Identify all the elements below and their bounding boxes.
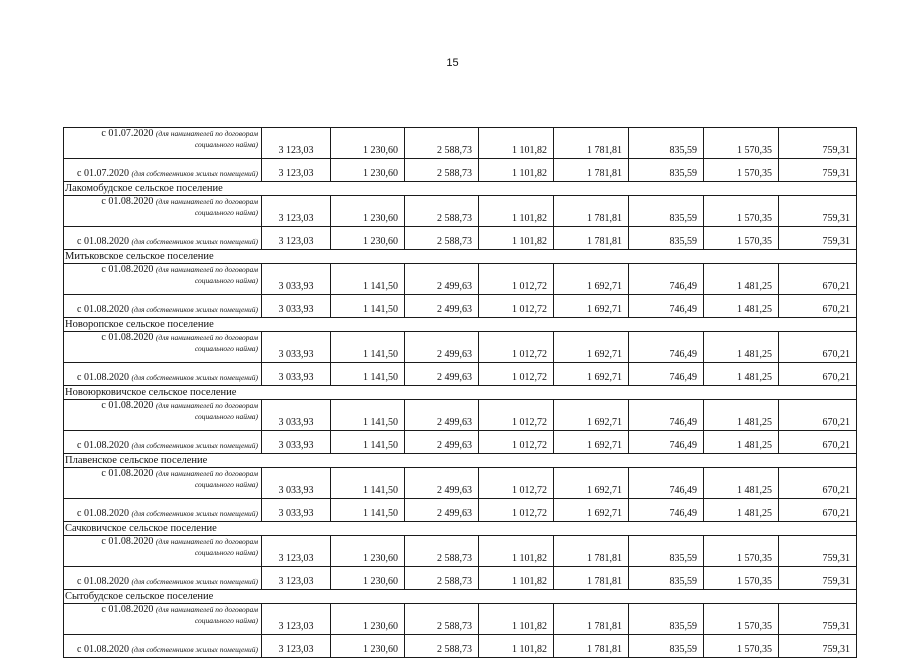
tariff-value: 1 481,25	[704, 400, 779, 431]
section-name: Сытобудское сельское поселение	[64, 590, 857, 604]
tariff-value: 2 588,73	[405, 635, 479, 658]
row-label	[64, 264, 262, 295]
tariff-value: 2 588,73	[405, 536, 479, 567]
tariff-value: 3 123,03	[262, 635, 331, 658]
tariff-value: 1 570,35	[704, 227, 779, 250]
tariff-value: 759,31	[779, 196, 857, 227]
tariff-value: 1 012,72	[479, 468, 554, 499]
tariff-value: 1 570,35	[704, 635, 779, 658]
section-name: Лакомобудское сельское поселение	[64, 182, 857, 196]
row-note: (для собственников жилых помещений)	[131, 169, 258, 178]
row-note: (для собственников жилых помещений)	[131, 441, 258, 450]
tariff-value: 2 588,73	[405, 567, 479, 590]
row-date: с 01.08.2020	[101, 332, 154, 343]
tariff-value: 835,59	[629, 604, 704, 635]
row-date: с 01.08.2020	[101, 400, 154, 411]
table-row	[64, 400, 857, 431]
row-note-continued: социального найма)	[194, 616, 258, 625]
row-note-continued: социального найма)	[194, 548, 258, 557]
tariff-value: 1 481,25	[704, 332, 779, 363]
tariff-value: 3 123,03	[262, 128, 331, 159]
tariff-value: 1 570,35	[704, 604, 779, 635]
row-label	[64, 196, 262, 227]
row-label	[64, 468, 262, 499]
table-row	[64, 567, 857, 590]
tariff-value: 1 692,71	[554, 295, 629, 318]
row-label	[64, 635, 262, 658]
table-row	[64, 431, 857, 454]
table-row	[64, 196, 857, 227]
tariff-value: 3 033,93	[262, 499, 331, 522]
row-date: с 01.08.2020	[77, 372, 129, 383]
row-note-continued: социального найма)	[194, 412, 258, 421]
tariff-value: 2 588,73	[405, 227, 479, 250]
tariff-value: 3 033,93	[262, 431, 331, 454]
tariff-value: 835,59	[629, 536, 704, 567]
tariff-value: 2 588,73	[405, 604, 479, 635]
tariff-value: 1 230,60	[331, 567, 405, 590]
table-row	[64, 536, 857, 567]
tariff-value: 746,49	[629, 499, 704, 522]
tariff-value: 1 692,71	[554, 499, 629, 522]
tariff-value: 746,49	[629, 400, 704, 431]
row-label	[64, 499, 262, 522]
tariff-value: 1 692,71	[554, 468, 629, 499]
tariff-value: 1 570,35	[704, 159, 779, 182]
section-header-row	[64, 590, 857, 604]
tariff-value: 1 570,35	[704, 128, 779, 159]
section-name: Новоропское сельское поселение	[64, 318, 857, 332]
row-label	[64, 159, 262, 182]
row-note: (для нанимателей по договорам	[155, 537, 258, 546]
tariff-value: 1 141,50	[331, 499, 405, 522]
tariff-value: 835,59	[629, 196, 704, 227]
table-row	[64, 264, 857, 295]
tariff-value: 3 123,03	[262, 567, 331, 590]
tariff-value: 1 692,71	[554, 400, 629, 431]
tariff-value: 759,31	[779, 604, 857, 635]
tariff-value: 835,59	[629, 567, 704, 590]
tariff-value: 3 123,03	[262, 536, 331, 567]
tariff-value: 1 692,71	[554, 363, 629, 386]
tariff-value: 1 230,60	[331, 227, 405, 250]
tariff-value: 2 499,63	[405, 295, 479, 318]
tariff-value: 1 141,50	[331, 264, 405, 295]
tariff-value: 670,21	[779, 499, 857, 522]
row-label	[64, 295, 262, 318]
row-date: с 01.08.2020	[77, 236, 129, 247]
row-note: (для нанимателей по договорам	[155, 401, 258, 410]
tariff-value: 759,31	[779, 635, 857, 658]
tariff-value: 1 481,25	[704, 431, 779, 454]
tariff-value: 1 141,50	[331, 363, 405, 386]
tariff-value: 670,21	[779, 264, 857, 295]
tariff-value: 1 781,81	[554, 567, 629, 590]
table-row	[64, 128, 857, 159]
tariff-value: 2 588,73	[405, 196, 479, 227]
tariff-value: 670,21	[779, 400, 857, 431]
row-note: (для собственников жилых помещений)	[131, 645, 258, 654]
tariff-value: 2 499,63	[405, 332, 479, 363]
row-date: с 01.08.2020	[101, 196, 154, 207]
tariff-value: 1 101,82	[479, 227, 554, 250]
row-note: (для нанимателей по договорам	[155, 197, 258, 206]
row-note-continued: социального найма)	[194, 140, 258, 149]
section-name: Новоюрковичское сельское поселение	[64, 386, 857, 400]
tariff-value: 3 123,03	[262, 159, 331, 182]
row-label	[64, 536, 262, 567]
row-label	[64, 332, 262, 363]
tariff-value: 1 692,71	[554, 264, 629, 295]
tariff-value: 670,21	[779, 468, 857, 499]
tariff-value: 3 033,93	[262, 264, 331, 295]
tariff-value: 1 101,82	[479, 567, 554, 590]
tariff-value: 1 101,82	[479, 536, 554, 567]
tariff-value: 746,49	[629, 264, 704, 295]
row-label	[64, 128, 262, 159]
tariff-value: 1 692,71	[554, 431, 629, 454]
tariff-value: 1 781,81	[554, 196, 629, 227]
tariff-value: 670,21	[779, 332, 857, 363]
section-header-row	[64, 250, 857, 264]
section-header-row	[64, 182, 857, 196]
tariff-value: 1 101,82	[479, 604, 554, 635]
row-date: с 01.08.2020	[77, 440, 129, 451]
row-note: (для собственников жилых помещений)	[131, 509, 258, 518]
tariff-value: 759,31	[779, 227, 857, 250]
table-row	[64, 635, 857, 658]
page-number: 15	[446, 57, 459, 69]
tariff-value: 1 230,60	[331, 604, 405, 635]
tariff-value: 1 230,60	[331, 536, 405, 567]
tariff-value: 1 781,81	[554, 227, 629, 250]
section-header-row	[64, 318, 857, 332]
row-date: с 01.08.2020	[77, 576, 129, 587]
row-label	[64, 400, 262, 431]
row-note: (для нанимателей по договорам	[155, 129, 258, 138]
tariff-value: 1 570,35	[704, 567, 779, 590]
tariff-value: 1 012,72	[479, 499, 554, 522]
row-note: (для нанимателей по договорам	[155, 469, 258, 478]
tariff-value: 759,31	[779, 159, 857, 182]
tariff-value: 1 781,81	[554, 128, 629, 159]
tariff-value: 3 033,93	[262, 468, 331, 499]
tariff-value: 1 012,72	[479, 431, 554, 454]
table-row	[64, 468, 857, 499]
tariff-value: 746,49	[629, 468, 704, 499]
row-date: с 01.07.2020	[77, 168, 129, 179]
tariff-value: 759,31	[779, 567, 857, 590]
row-date: с 01.07.2020	[101, 128, 154, 139]
tariff-value: 1 012,72	[479, 264, 554, 295]
tariff-value: 1 141,50	[331, 431, 405, 454]
tariff-value: 835,59	[629, 635, 704, 658]
row-note-continued: социального найма)	[194, 276, 258, 285]
tariff-value: 1 141,50	[331, 468, 405, 499]
tariff-value: 1 101,82	[479, 196, 554, 227]
tariff-value: 3 033,93	[262, 332, 331, 363]
section-name: Митьковское сельское поселение	[64, 250, 857, 264]
row-date: с 01.08.2020	[77, 644, 129, 655]
tariff-value: 1 230,60	[331, 128, 405, 159]
section-name: Плавенское сельское поселение	[64, 454, 857, 468]
table-row	[64, 363, 857, 386]
tariff-value: 1 481,25	[704, 264, 779, 295]
tariff-value: 1 570,35	[704, 536, 779, 567]
row-date: с 01.08.2020	[77, 508, 129, 519]
tariff-value: 3 123,03	[262, 196, 331, 227]
row-note: (для нанимателей по договорам	[155, 605, 258, 614]
row-note: (для нанимателей по договорам	[155, 333, 258, 342]
tariff-value: 1 481,25	[704, 363, 779, 386]
tariff-value: 746,49	[629, 431, 704, 454]
tariff-value: 1 012,72	[479, 363, 554, 386]
tariff-value: 1 781,81	[554, 604, 629, 635]
tariff-value: 759,31	[779, 128, 857, 159]
tariff-value: 1 230,60	[331, 159, 405, 182]
tariff-value: 3 033,93	[262, 295, 331, 318]
row-date: с 01.08.2020	[101, 264, 154, 275]
tariff-value: 1 781,81	[554, 159, 629, 182]
tariff-value: 1 101,82	[479, 128, 554, 159]
tariff-value: 2 588,73	[405, 159, 479, 182]
tariff-value: 1 781,81	[554, 536, 629, 567]
tariff-value: 2 588,73	[405, 128, 479, 159]
table-row	[64, 604, 857, 635]
row-label	[64, 604, 262, 635]
row-note-continued: социального найма)	[194, 344, 258, 353]
tariff-value: 2 499,63	[405, 499, 479, 522]
tariff-value: 2 499,63	[405, 468, 479, 499]
table-row	[64, 295, 857, 318]
tariff-value: 746,49	[629, 295, 704, 318]
tariff-value: 1 570,35	[704, 196, 779, 227]
tariff-value: 1 012,72	[479, 332, 554, 363]
tariff-value: 1 481,25	[704, 295, 779, 318]
row-note: (для собственников жилых помещений)	[131, 305, 258, 314]
section-header-row	[64, 522, 857, 536]
table-row	[64, 227, 857, 250]
tariff-value: 670,21	[779, 363, 857, 386]
tariff-value: 1 101,82	[479, 635, 554, 658]
row-label	[64, 363, 262, 386]
tariff-value: 1 230,60	[331, 196, 405, 227]
row-note: (для собственников жилых помещений)	[131, 373, 258, 382]
tariff-value: 670,21	[779, 295, 857, 318]
tariff-value: 1 012,72	[479, 295, 554, 318]
section-header-row	[64, 454, 857, 468]
tariff-value: 759,31	[779, 536, 857, 567]
tariff-value: 835,59	[629, 227, 704, 250]
row-date: с 01.08.2020	[77, 304, 129, 315]
tariff-value: 1 781,81	[554, 635, 629, 658]
row-label	[64, 431, 262, 454]
row-label	[64, 227, 262, 250]
tariff-value: 1 692,71	[554, 332, 629, 363]
tariff-value: 2 499,63	[405, 400, 479, 431]
tariff-value: 746,49	[629, 363, 704, 386]
tariff-value: 1 141,50	[331, 400, 405, 431]
row-date: с 01.08.2020	[101, 604, 154, 615]
row-note: (для нанимателей по договорам	[155, 265, 258, 274]
table-row	[64, 499, 857, 522]
tariff-value: 3 033,93	[262, 363, 331, 386]
tariff-value: 746,49	[629, 332, 704, 363]
row-date: с 01.08.2020	[101, 536, 154, 547]
row-note: (для собственников жилых помещений)	[131, 577, 258, 586]
section-name: Сачковичское сельское поселение	[64, 522, 857, 536]
tariff-value: 3 123,03	[262, 227, 331, 250]
tariff-value: 835,59	[629, 159, 704, 182]
row-label	[64, 567, 262, 590]
tariff-value: 670,21	[779, 431, 857, 454]
row-note: (для собственников жилых помещений)	[131, 237, 258, 246]
row-date: с 01.08.2020	[101, 468, 154, 479]
tariff-value: 1 101,82	[479, 159, 554, 182]
tariff-value: 1 481,25	[704, 499, 779, 522]
table-row	[64, 332, 857, 363]
table-row	[64, 159, 857, 182]
tariff-table	[63, 127, 857, 658]
tariff-value: 3 123,03	[262, 604, 331, 635]
tariff-value: 1 141,50	[331, 295, 405, 318]
tariff-value: 1 230,60	[331, 635, 405, 658]
row-note-continued: социального найма)	[194, 208, 258, 217]
tariff-value: 1 012,72	[479, 400, 554, 431]
row-note-continued: социального найма)	[194, 480, 258, 489]
tariff-value: 2 499,63	[405, 363, 479, 386]
tariff-value: 1 481,25	[704, 468, 779, 499]
tariff-value: 835,59	[629, 128, 704, 159]
tariff-value: 2 499,63	[405, 431, 479, 454]
tariff-value: 1 141,50	[331, 332, 405, 363]
section-header-row	[64, 386, 857, 400]
tariff-value: 3 033,93	[262, 400, 331, 431]
tariff-value: 2 499,63	[405, 264, 479, 295]
